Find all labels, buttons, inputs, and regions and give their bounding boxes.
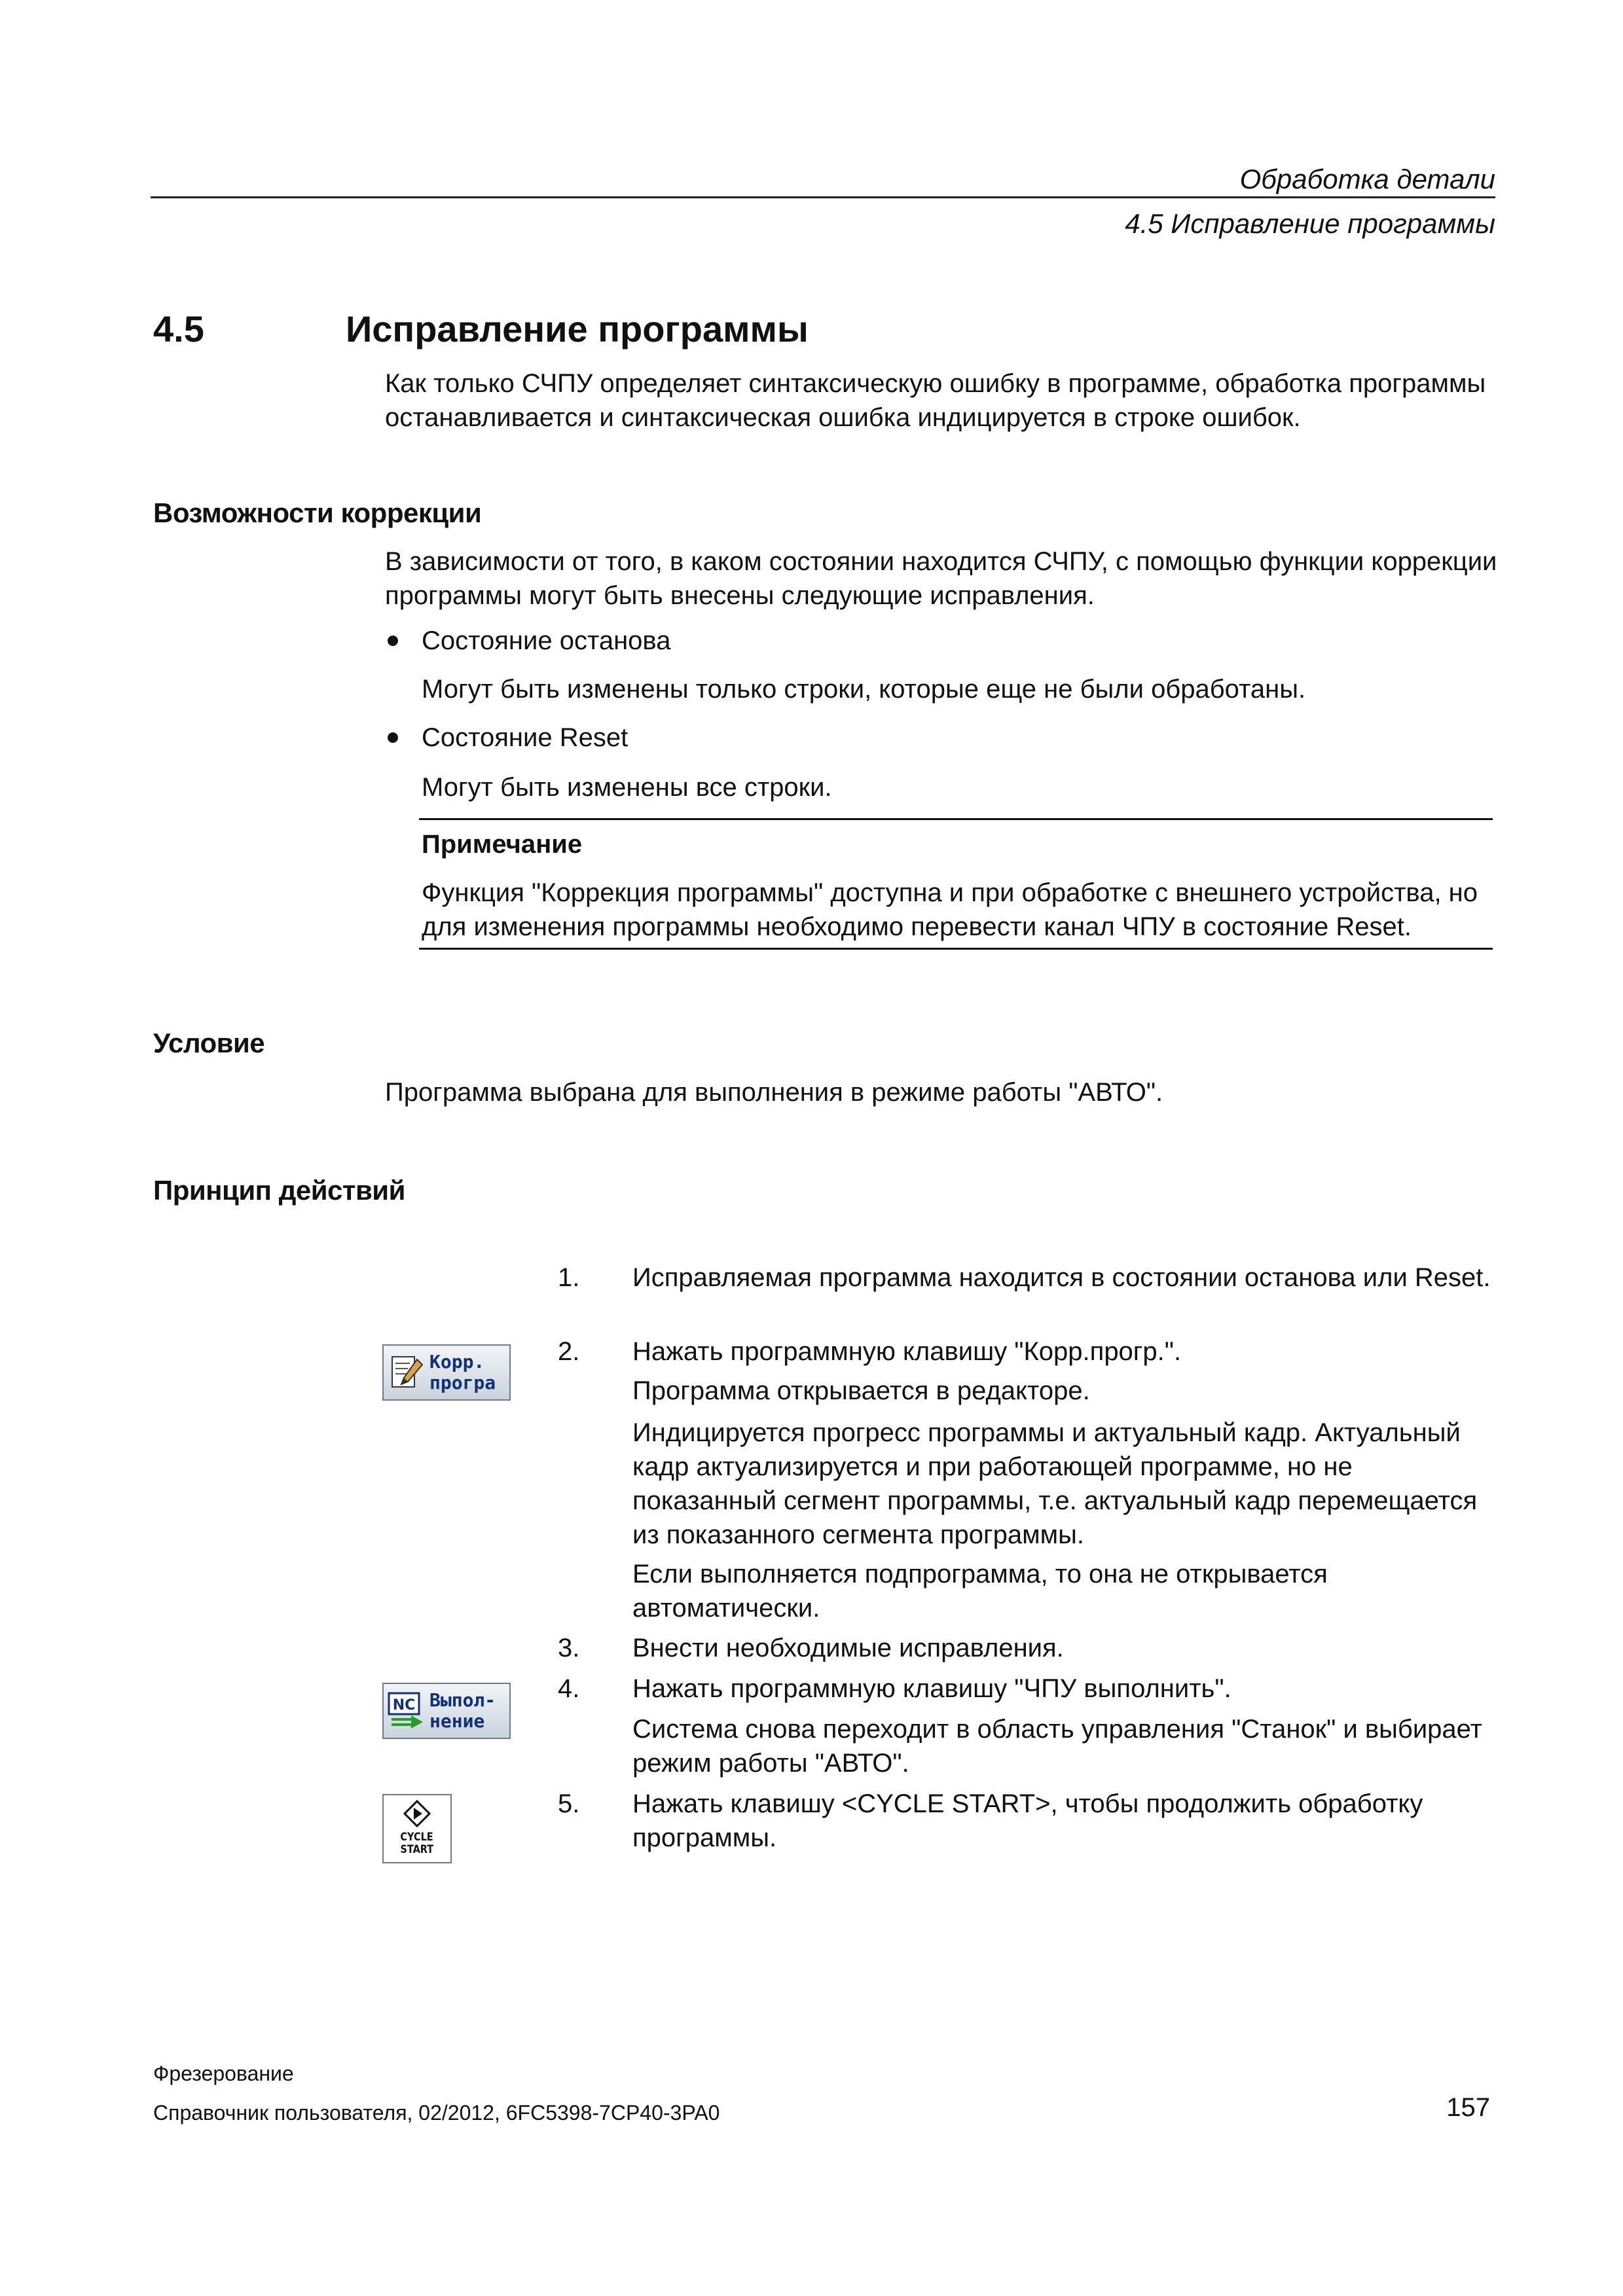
note-text: Функция "Коррекция программы" доступна и при обработке с внешнего устройства, но для изменения программы необходимо перевести канал ЧПУ в состояние Reset. bbox=[422, 878, 1478, 941]
corrections-heading: Возможности коррекции bbox=[153, 497, 482, 528]
note-bottom-rule bbox=[419, 948, 1493, 950]
step-2-text: Нажать программную клавишу "Корр.прогр.". bbox=[632, 1337, 1182, 1366]
cycle-start-key[interactable] bbox=[382, 1794, 452, 1863]
condition-text: Программа выбрана для выполнения в режиме работы "АВТО". bbox=[385, 1078, 1163, 1107]
step-4-para: Система снова переходит в область управления "Станок" и выбирает режим работы "АВТО". bbox=[632, 1715, 1482, 1778]
cycle-start-icon bbox=[403, 1799, 431, 1831]
section-title: Исправление программы bbox=[346, 308, 809, 350]
running-header-section: 4.5 Исправление программы bbox=[1125, 208, 1495, 239]
softkey-label-line1: Корр. bbox=[429, 1351, 485, 1372]
step-4-text: Нажать программную клавишу "ЧПУ выполнить". bbox=[632, 1674, 1231, 1703]
bullet-label-reset: Состояние Reset bbox=[422, 723, 629, 752]
section-number: 4.5 bbox=[153, 308, 204, 350]
step-1-text: Исправляемая программа находится в состоянии останова или Reset. bbox=[632, 1263, 1491, 1292]
nc-icon-text: NC bbox=[392, 1697, 416, 1713]
condition-heading: Условие bbox=[153, 1028, 265, 1058]
footer-document: Справочник пользователя, 02/2012, 6FC5398-7CP40-3PA0 bbox=[153, 2101, 720, 2125]
step-number: 2. bbox=[558, 1337, 580, 1366]
step-number: 3. bbox=[558, 1634, 580, 1662]
softkey-label-line2: нение bbox=[429, 1710, 485, 1732]
bullet-desc-reset: Могут быть изменены все строки. bbox=[422, 773, 832, 802]
edit-pencil-icon bbox=[384, 1344, 429, 1401]
step-2-para: Индицируется прогресс программы и актуальный кадр. Актуальный кадр актуализируется и при работающей программе, но не показанный сегмент программы, т.е. актуальный кадр перемещается из показанного сегмента программы. bbox=[632, 1418, 1478, 1549]
bullet-label-stop: Состояние останова bbox=[422, 626, 671, 655]
cycle-key-label-line1: CYCLE bbox=[400, 1831, 434, 1844]
softkey-label-line2: програ bbox=[429, 1372, 496, 1393]
step-2-para: Если выполняется подпрограмма, то она не открывается автоматически. bbox=[632, 1560, 1328, 1623]
step-number: 4. bbox=[558, 1674, 580, 1703]
softkey-nc-execute[interactable] bbox=[382, 1683, 511, 1739]
nc-arrow-icon bbox=[384, 1683, 429, 1739]
step-number: 1. bbox=[558, 1263, 580, 1292]
step-2-para: Программа открывается в редакторе. bbox=[632, 1376, 1090, 1405]
running-header-chapter: Обработка детали bbox=[1239, 164, 1495, 194]
page-number: 157 bbox=[1446, 2093, 1490, 2122]
footer-product: Фрезерование bbox=[153, 2062, 294, 2085]
corrections-paragraph: В зависимости от того, в каком состоянии находится СЧПУ, с помощью функции коррекции программы могут быть внесены следующие исправления. bbox=[385, 547, 1497, 610]
bullet-desc-stop: Могут быть изменены только строки, которые еще не были обработаны. bbox=[422, 675, 1306, 704]
header-rule bbox=[151, 196, 1495, 198]
bullet-dot bbox=[388, 732, 398, 743]
note-top-rule bbox=[419, 818, 1493, 820]
softkey-program-correction[interactable] bbox=[382, 1344, 511, 1401]
cycle-key-label-line2: START bbox=[400, 1843, 434, 1856]
step-3-text: Внести необходимые исправления. bbox=[632, 1634, 1064, 1662]
note-title: Примечание bbox=[422, 830, 583, 859]
bullet-dot bbox=[388, 636, 398, 646]
softkey-label-line1: Выпол- bbox=[429, 1689, 496, 1711]
step-number: 5. bbox=[558, 1789, 580, 1818]
step-5-text: Нажать клавишу <CYCLE START>, чтобы продолжить обработку программы. bbox=[632, 1789, 1423, 1852]
intro-paragraph: Как только СЧПУ определяет синтаксическую ошибку в программе, обработка программы останавливается и синтаксическая ошибка индицируется в строке ошибок. bbox=[385, 369, 1486, 432]
procedure-heading: Принцип действий bbox=[153, 1175, 405, 1206]
